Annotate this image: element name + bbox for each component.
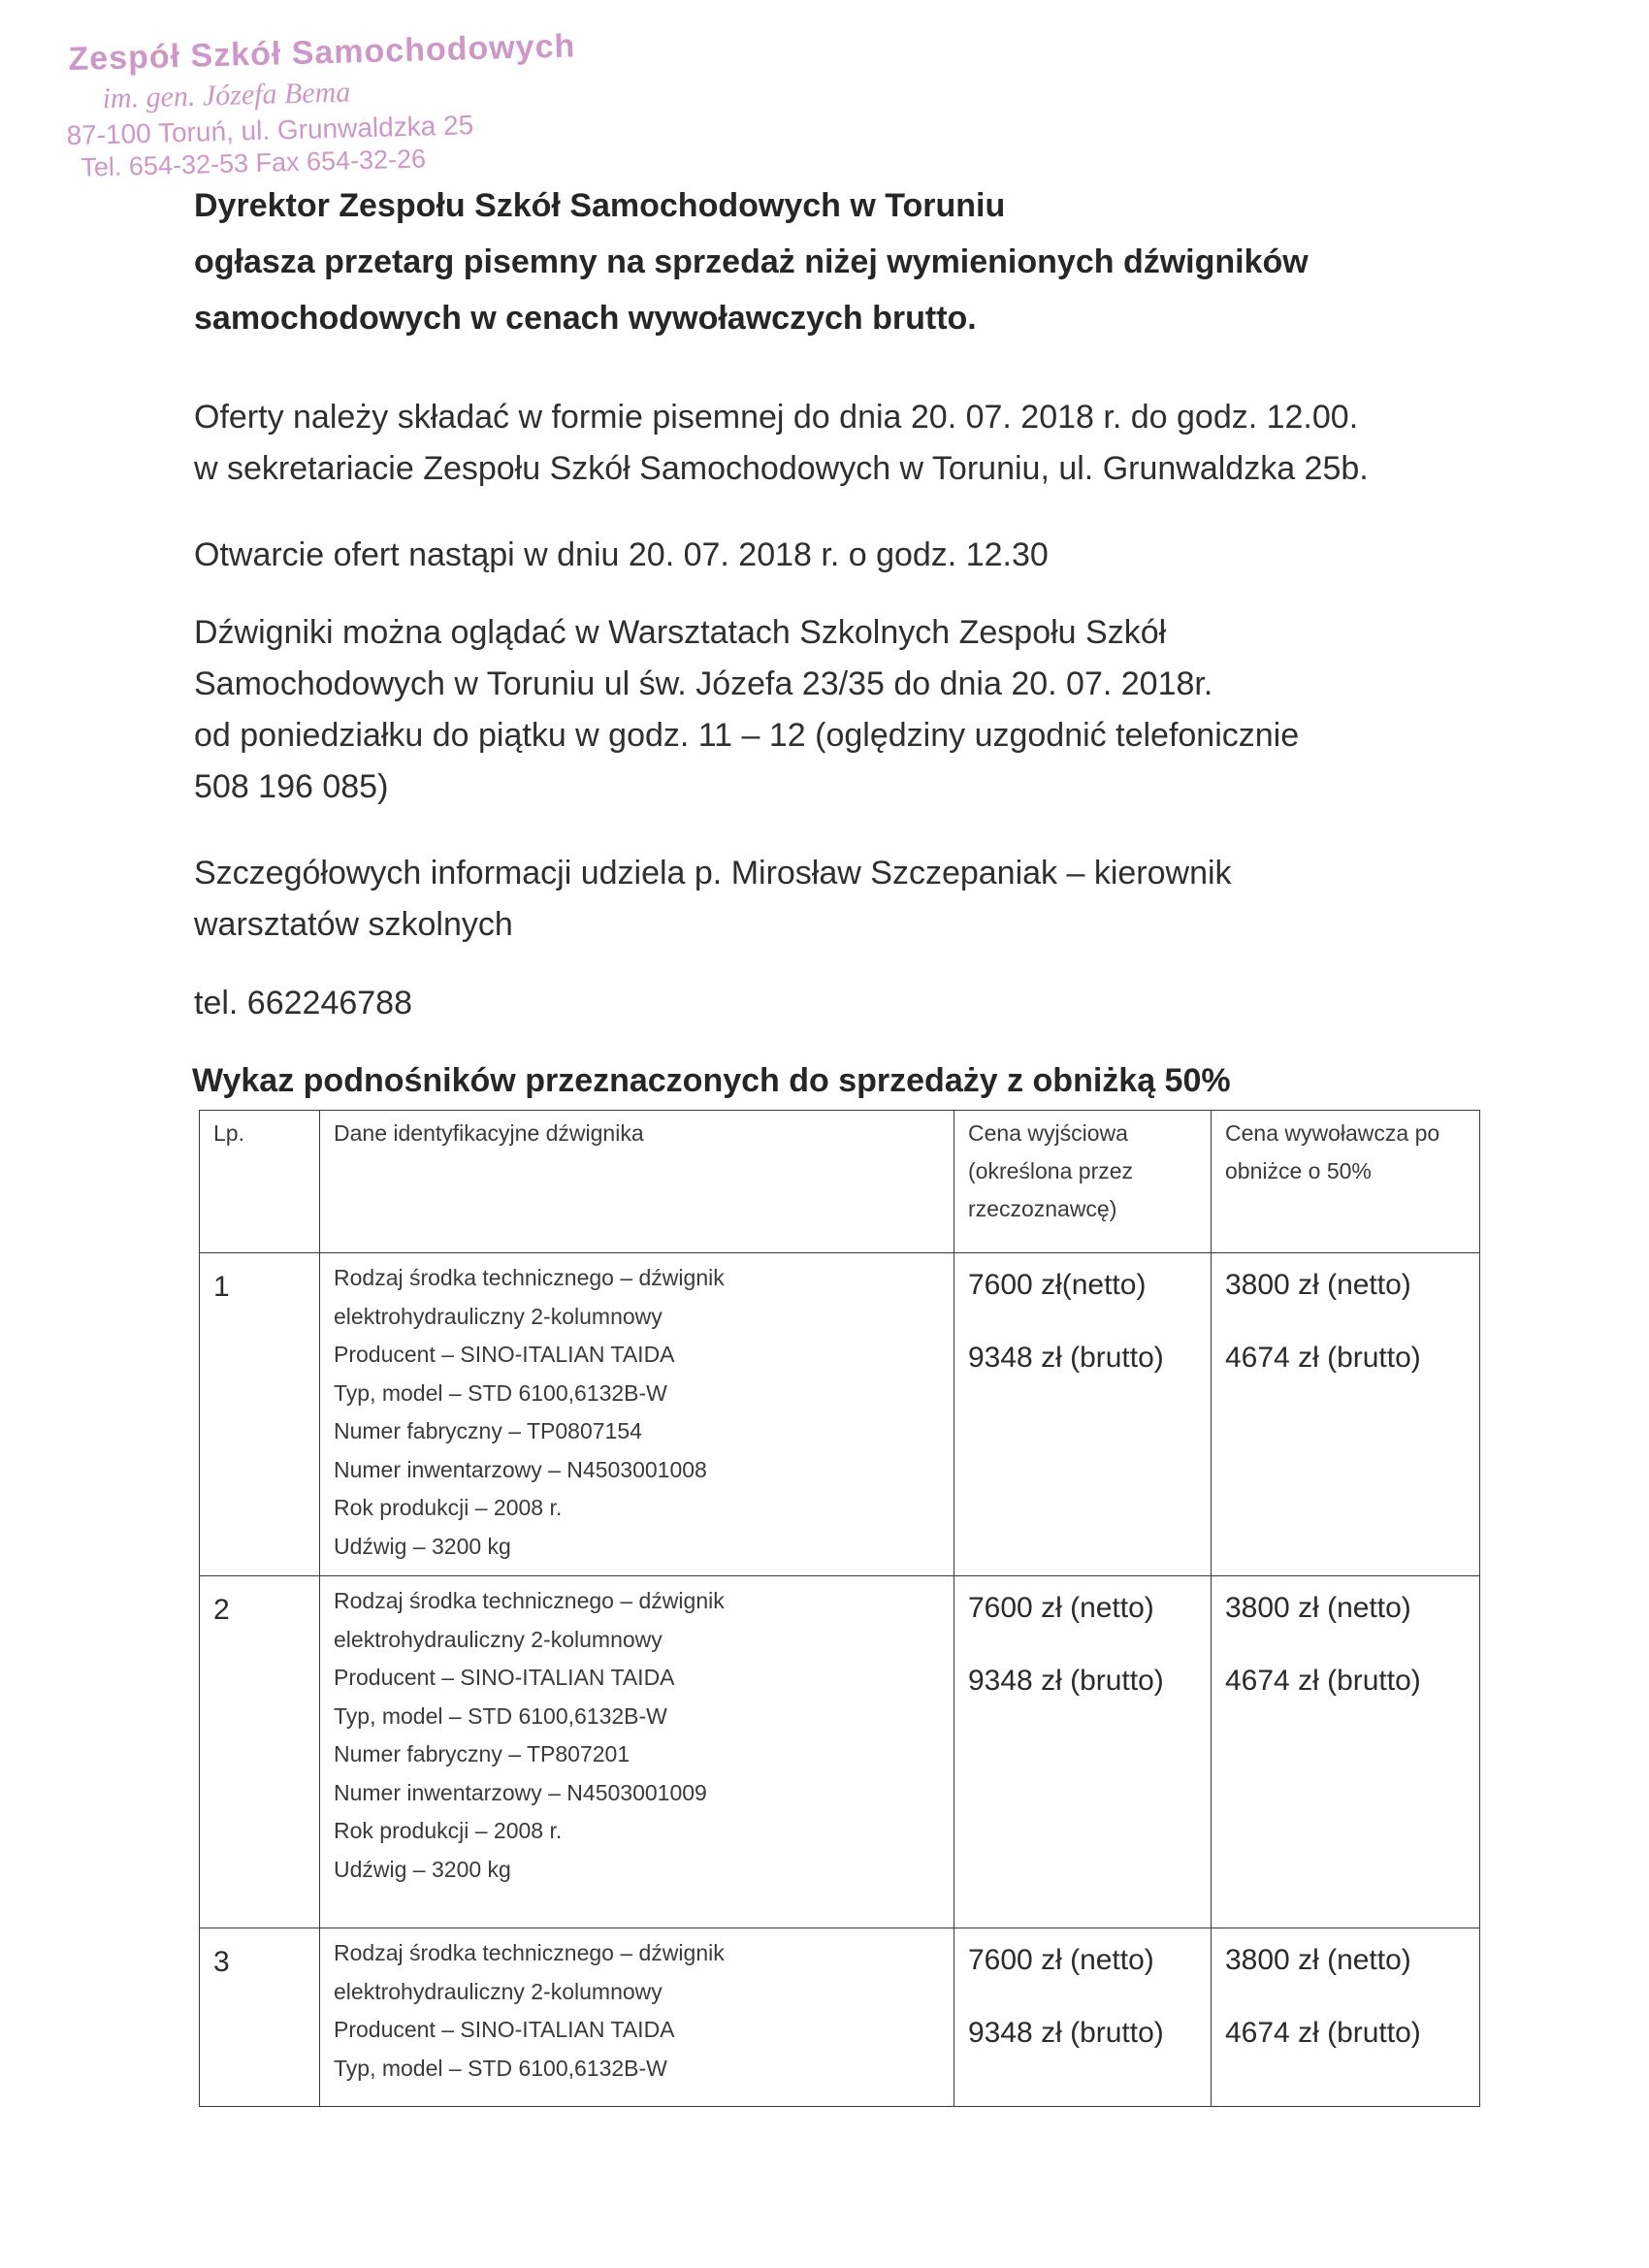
header-call-price: Cena wywoławcza po obniżce o 50% [1212, 1111, 1480, 1253]
phone-line: tel. 662246788 [194, 985, 412, 1021]
start-price-cell [954, 1576, 1212, 1928]
table-row [200, 1576, 1480, 1928]
row-description [320, 1928, 954, 2107]
offers-line-2: w sekretariacie Zespołu Szkół Samochodowych w Toruniu, ul. Grunwaldzka 25b. [194, 450, 1369, 487]
desc-line: Typ, model – STD 6100,6132B-W [334, 1702, 667, 1729]
start-price-netto: 7600 zł (netto) [968, 1944, 1154, 1976]
desc-line: Numer fabryczny – TP807201 [334, 1741, 630, 1766]
start-price-cell [954, 1928, 1212, 2107]
call-price-cell [1212, 1576, 1480, 1928]
desc-line: Producent – SINO-ITALIAN TAIDA [334, 1665, 675, 1690]
desc-line: Numer inwentarzowy – N4503001009 [334, 1779, 707, 1805]
offers-line-1: Oferty należy składać w formie pisemnej do dnia 20. 07. 2018 r. do godz. 12.00. [194, 399, 1359, 436]
heading-line-1: Dyrektor Zespołu Szkół Samochodowych w Toruniu [194, 187, 1006, 224]
desc-line: Rodzaj środka technicznego – dźwignik [334, 1588, 725, 1613]
row-description [320, 1253, 954, 1576]
desc-line: Udźwig – 3200 kg [334, 1533, 511, 1559]
start-price-cell [954, 1253, 1212, 1576]
row-number: 3 [200, 1928, 320, 2107]
call-price-brutto: 4674 zł (brutto) [1225, 1342, 1421, 1374]
call-price-brutto: 4674 zł (brutto) [1225, 1665, 1421, 1697]
heading-line-3: samochodowych w cenach wywoławczych brutto. [194, 300, 977, 337]
header-start-price: Cena wyjściowa (określona przez rzeczoznawcę) [954, 1111, 1212, 1253]
info-line-1: Szczegółowych informacji udziela p. Mirosław Szczepaniak – kierownik [194, 855, 1232, 891]
desc-line: Udźwig – 3200 kg [334, 1856, 511, 1882]
stamp-line-4: Tel. 654-32-53 Fax 654-32-26 [81, 144, 427, 182]
stamp-line-2: im. gen. Józefa Bema [102, 76, 351, 115]
call-price-cell [1212, 1928, 1480, 2107]
header-lp: Lp. [200, 1111, 320, 1253]
heading-line-2: ogłasza przetarg pisemny na sprzedaż niżej wymienionych dźwigników [194, 243, 1309, 280]
desc-line: Rok produkcji – 2008 r. [334, 1495, 563, 1520]
row-number: 1 [200, 1253, 320, 1576]
start-price-brutto: 9348 zł (brutto) [968, 1342, 1164, 1374]
stamp-line-1: Zespół Szkół Samochodowych [68, 27, 576, 79]
viewing-line-4: 508 196 085) [194, 768, 389, 805]
desc-line: elektrohydrauliczny 2-kolumnowy [334, 1978, 663, 2004]
desc-line: elektrohydrauliczny 2-kolumnowy [334, 1303, 663, 1329]
call-price-cell [1212, 1253, 1480, 1576]
table-header-row [200, 1111, 1480, 1253]
call-price-brutto: 4674 zł (brutto) [1225, 2017, 1421, 2049]
start-price-brutto: 9348 zł (brutto) [968, 2017, 1164, 2049]
viewing-line-1: Dźwigniki można oglądać w Warsztatach Szkolnych Zespołu Szkół [194, 614, 1167, 651]
row-description [320, 1576, 954, 1928]
viewing-line-3: od poniedziałku do piątku w godz. 11 – 12 (oględziny uzgodnić telefonicznie [194, 717, 1300, 754]
desc-line: Numer fabryczny – TP0807154 [334, 1418, 642, 1443]
desc-line: Rodzaj środka technicznego – dźwignik [334, 1940, 725, 1965]
opening-paragraph: Otwarcie ofert nastąpi w dniu 20. 07. 2018 r. o godz. 12.30 [194, 536, 1049, 573]
table-row [200, 1253, 1480, 1576]
offers-paragraph [194, 392, 1369, 495]
desc-line: elektrohydrauliczny 2-kolumnowy [334, 1626, 663, 1652]
stamp-line-3: 87-100 Toruń, ul. Grunwaldzka 25 [66, 110, 474, 151]
desc-line: Producent – SINO-ITALIAN TAIDA [334, 1342, 675, 1367]
info-line-2: warsztatów szkolnych [194, 906, 513, 943]
desc-line: Typ, model – STD 6100,6132B-W [334, 1379, 667, 1406]
start-price-netto: 7600 zł(netto) [968, 1269, 1147, 1301]
desc-line: Typ, model – STD 6100,6132B-W [334, 2055, 667, 2081]
table-row [200, 1928, 1480, 2107]
desc-line: Numer inwentarzowy – N4503001008 [334, 1456, 707, 1482]
viewing-paragraph [194, 607, 1299, 813]
viewing-line-2: Samochodowych w Toruniu ul św. Józefa 23/35 do dnia 20. 07. 2018r. [194, 665, 1213, 702]
start-price-brutto: 9348 zł (brutto) [968, 1665, 1164, 1697]
list-title: Wykaz podnośników przeznaczonych do sprzedaży z obniżką 50% [192, 1062, 1231, 1099]
desc-line: Producent – SINO-ITALIAN TAIDA [334, 2017, 675, 2042]
start-price-netto: 7600 zł (netto) [968, 1592, 1154, 1624]
desc-line: Rodzaj środka technicznego – dźwignik [334, 1265, 725, 1290]
call-price-netto: 3800 zł (netto) [1225, 1944, 1411, 1976]
info-paragraph [194, 848, 1232, 951]
desc-line: Rok produkcji – 2008 r. [334, 1818, 563, 1843]
header-description: Dane identyfikacyjne dźwignika [320, 1111, 954, 1253]
call-price-netto: 3800 zł (netto) [1225, 1269, 1411, 1301]
announcement-heading [194, 178, 1309, 346]
lifts-table [199, 1110, 1480, 2107]
row-number: 2 [200, 1576, 320, 1928]
school-stamp [64, 23, 576, 200]
call-price-netto: 3800 zł (netto) [1225, 1592, 1411, 1624]
